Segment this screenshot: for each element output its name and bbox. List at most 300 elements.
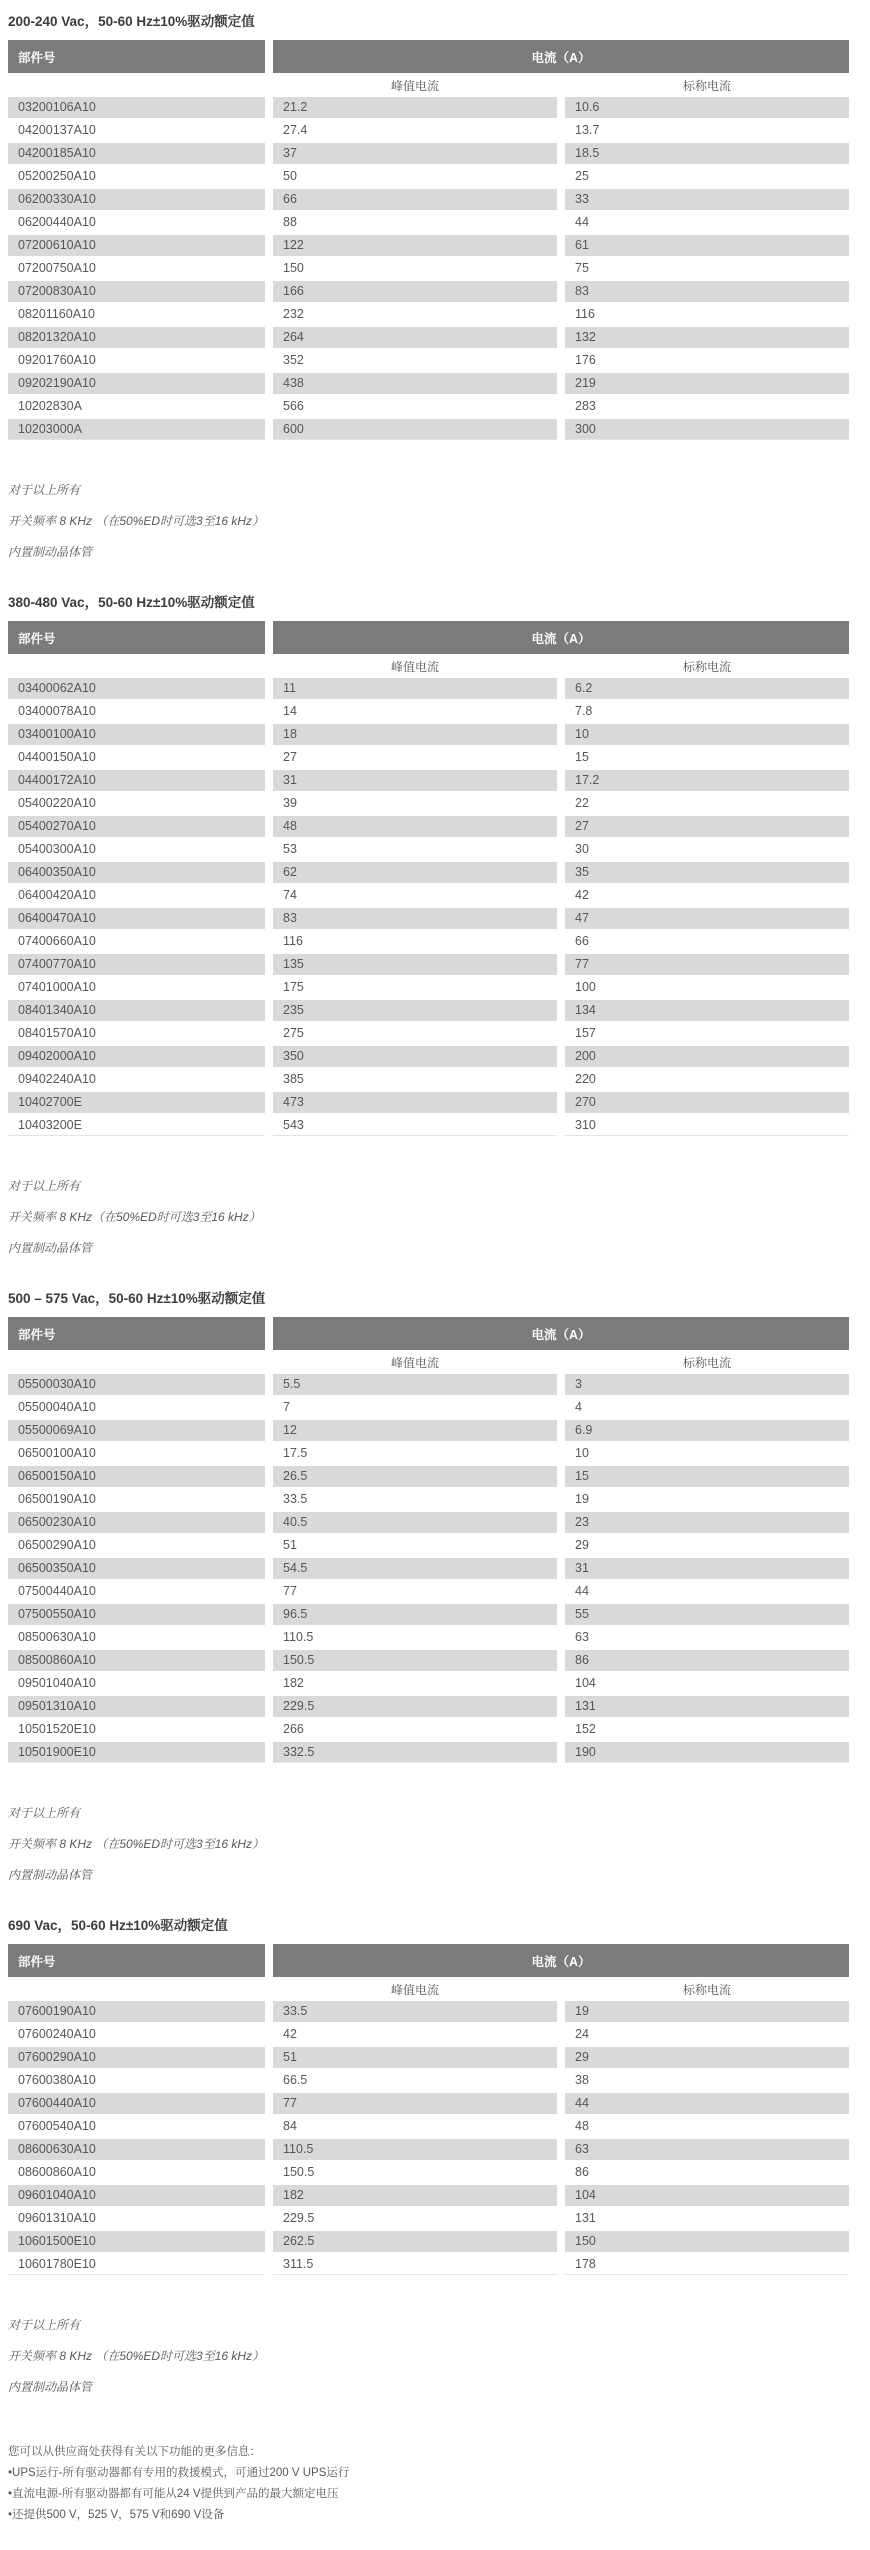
- footer-bullet-list: [8, 2463, 870, 2526]
- nominal-current-cell: 10: [565, 724, 849, 745]
- table-body: [8, 2001, 849, 2275]
- table-body: [8, 1374, 849, 1763]
- peak-current-cell: 77: [273, 2093, 557, 2114]
- table-row: [8, 212, 849, 233]
- part-number-cell: 08401570A10: [18, 1026, 96, 1040]
- part-number-cell: 08600630A10: [8, 2139, 265, 2160]
- part-number-cell: 08500860A10: [8, 1650, 265, 1671]
- section-notes: [8, 482, 870, 561]
- peak-current-cell: 33.5: [273, 2001, 557, 2022]
- table-row: [8, 2070, 849, 2091]
- column-header-part-number: 部件号: [8, 1317, 265, 1350]
- part-number-cell: 04400150A10: [18, 750, 96, 764]
- part-number-cell: 09501310A10: [8, 1696, 265, 1717]
- nominal-current-cell: 66: [575, 934, 589, 948]
- nominal-current-cell: 19: [575, 1492, 589, 1506]
- table-row: [8, 1000, 849, 1021]
- part-number-cell: 08401340A10: [8, 1000, 265, 1021]
- table-row: [8, 724, 849, 745]
- table-row: [8, 2047, 849, 2068]
- nominal-current-cell: 44: [565, 2093, 849, 2114]
- nominal-current-cell: 104: [575, 1676, 596, 1690]
- ratings-table: [8, 40, 849, 440]
- ratings-table: [8, 621, 849, 1136]
- table-row: [8, 373, 849, 394]
- table-row: [8, 143, 849, 164]
- part-number-cell: 09601040A10: [8, 2185, 265, 2206]
- table-row: [8, 2093, 849, 2114]
- part-number-cell: 09501040A10: [18, 1676, 96, 1690]
- part-number-cell: 07500550A10: [8, 1604, 265, 1625]
- table-row: [8, 977, 849, 998]
- nominal-current-cell: 310: [565, 1115, 849, 1136]
- part-number-cell: 09402000A10: [8, 1046, 265, 1067]
- column-header-part-number: 部件号: [8, 40, 265, 73]
- table-row: [8, 2001, 849, 2022]
- peak-current-cell: 264: [273, 327, 557, 348]
- table-row: [8, 1673, 849, 1694]
- part-number-cell: 04200185A10: [8, 143, 265, 164]
- table-row: [8, 1719, 849, 1740]
- table-row: [8, 2254, 849, 2275]
- nominal-current-cell: 24: [575, 2027, 589, 2041]
- peak-current-cell: 150.5: [283, 2165, 315, 2179]
- footer-intro: 您可以从供应商处获得有关以下功能的更多信息：: [8, 2446, 261, 2458]
- note-line: 对于以上所有: [8, 1179, 81, 1193]
- table-row: [8, 419, 849, 440]
- peak-current-cell: 51: [273, 2047, 557, 2068]
- table-row: [8, 1443, 849, 1464]
- footer-bullet: •直流电源-所有驱动器都有可能从24 V提供到产品的最大额定电压: [8, 2488, 339, 2500]
- part-number-cell: 06500100A10: [18, 1446, 96, 1460]
- peak-current-cell: 175: [283, 980, 304, 994]
- peak-current-cell: 53: [283, 842, 297, 856]
- section-title: 500 – 575 Vac，50-60 Hz±10%驱动额定值: [8, 1291, 266, 1306]
- part-number-cell: 07200610A10: [8, 235, 265, 256]
- nominal-current-cell: 7.8: [575, 704, 593, 718]
- table-row: [8, 1558, 849, 1579]
- table-row: [8, 885, 849, 906]
- note-line: 对于以上所有: [8, 2318, 81, 2332]
- nominal-current-cell: 190: [565, 1742, 849, 1763]
- part-number-cell: 07200750A10: [18, 261, 96, 275]
- part-number-cell: 06200330A10: [8, 189, 265, 210]
- nominal-current-cell: 29: [575, 1538, 589, 1552]
- table-subheader-row: [8, 1979, 849, 1999]
- table-row: [8, 1489, 849, 1510]
- part-number-cell: 06500230A10: [8, 1512, 265, 1533]
- table-header-row: [8, 621, 849, 654]
- part-number-cell: 08600860A10: [18, 2165, 96, 2179]
- table-row: [8, 1374, 849, 1395]
- part-number-cell: 08201160A10: [18, 307, 95, 321]
- nominal-current-cell: 3: [565, 1374, 849, 1395]
- table-row: [8, 2231, 849, 2252]
- nominal-current-cell: 131: [575, 2211, 596, 2225]
- table-row: [8, 1696, 849, 1717]
- footer-bullet: •还提供500 V，525 V，575 V和690 V设备: [8, 2509, 225, 2521]
- peak-current-cell: 27: [283, 750, 297, 764]
- column-header-current-group: 电流（A）: [273, 1317, 849, 1350]
- table-body: [8, 678, 849, 1136]
- table-row: [8, 1092, 849, 1113]
- peak-current-cell: 50: [283, 169, 297, 183]
- column-subheader-nominal-current: 标称电流: [682, 1355, 731, 1370]
- peak-current-cell: 66.5: [283, 2073, 308, 2087]
- column-header-current-group: 电流（A）: [273, 1944, 849, 1977]
- nominal-current-cell: 86: [575, 2165, 589, 2179]
- table-row: [8, 747, 849, 768]
- part-number-cell: 05400300A10: [18, 842, 96, 856]
- peak-current-cell: 266: [283, 1722, 304, 1736]
- table-row: [8, 816, 849, 837]
- peak-current-cell: 182: [273, 2185, 557, 2206]
- peak-current-cell: 150.5: [273, 1650, 557, 1671]
- nominal-current-cell: 219: [565, 373, 849, 394]
- peak-current-cell: 42: [283, 2027, 297, 2041]
- part-number-cell: 06400420A10: [18, 888, 96, 902]
- nominal-current-cell: 61: [565, 235, 849, 256]
- nominal-current-cell: 300: [565, 419, 849, 440]
- ratings-section: [8, 1914, 870, 2396]
- table-subheader-row: [8, 1352, 849, 1372]
- part-number-cell: 10203000A: [8, 419, 265, 440]
- nominal-current-cell: 47: [565, 908, 849, 929]
- nominal-current-cell: 23: [565, 1512, 849, 1533]
- table-row: [8, 701, 849, 722]
- nominal-current-cell: 10: [575, 1446, 589, 1460]
- column-header-current-group: 电流（A）: [273, 40, 849, 73]
- peak-current-cell: 235: [273, 1000, 557, 1021]
- nominal-current-cell: 152: [575, 1722, 596, 1736]
- peak-current-cell: 543: [273, 1115, 557, 1136]
- note-line: 内置制动晶体管: [8, 545, 93, 559]
- part-number-cell: 09202190A10: [8, 373, 265, 394]
- nominal-current-cell: 131: [565, 1696, 849, 1717]
- nominal-current-cell: 31: [565, 1558, 849, 1579]
- nominal-current-cell: 17.2: [565, 770, 849, 791]
- table-row: [8, 1069, 849, 1090]
- peak-current-cell: 48: [273, 816, 557, 837]
- peak-current-cell: 31: [273, 770, 557, 791]
- table-row: [8, 1650, 849, 1671]
- table-row: [8, 1512, 849, 1533]
- nominal-current-cell: 283: [575, 399, 596, 413]
- part-number-cell: 07401000A10: [18, 980, 96, 994]
- part-number-cell: 10403200E: [8, 1115, 265, 1136]
- part-number-cell: 07600190A10: [8, 2001, 265, 2022]
- nominal-current-cell: 104: [565, 2185, 849, 2206]
- ratings-section: [8, 10, 870, 561]
- table-row: [8, 931, 849, 952]
- section-title: 690 Vac，50-60 Hz±10%驱动额定值: [8, 1918, 228, 1933]
- part-number-cell: 09601310A10: [18, 2211, 96, 2225]
- peak-current-cell: 62: [273, 862, 557, 883]
- note-line: 内置制动晶体管: [8, 1868, 93, 1882]
- note-line: 开关频率 8 KHz （在50%ED时可选3至16 kHz）: [8, 1837, 265, 1851]
- part-number-cell: 05500030A10: [8, 1374, 265, 1395]
- peak-current-cell: 566: [283, 399, 304, 413]
- peak-current-cell: 5.5: [273, 1374, 557, 1395]
- nominal-current-cell: 35: [565, 862, 849, 883]
- part-number-cell: 07600290A10: [8, 2047, 265, 2068]
- peak-current-cell: 7: [283, 1400, 290, 1414]
- peak-current-cell: 21.2: [273, 97, 557, 118]
- part-number-cell: 10202830A: [18, 399, 82, 413]
- note-line: 开关频率 8 KHz（在50%ED时可选3至16 kHz）: [8, 1210, 261, 1224]
- table-body: [8, 97, 849, 440]
- nominal-current-cell: 4: [575, 1400, 582, 1414]
- nominal-current-cell: 18.5: [565, 143, 849, 164]
- part-number-cell: 10601500E10: [8, 2231, 265, 2252]
- table-row: [8, 1046, 849, 1067]
- peak-current-cell: 40.5: [273, 1512, 557, 1533]
- peak-current-cell: 116: [283, 934, 303, 948]
- part-number-cell: 07600440A10: [8, 2093, 265, 2114]
- part-number-cell: 10501900E10: [8, 1742, 265, 1763]
- part-number-cell: 05200250A10: [18, 169, 96, 183]
- table-row: [8, 396, 849, 417]
- table-subheader-row: [8, 656, 849, 676]
- table-row: [8, 258, 849, 279]
- column-subheader-nominal-current: 标称电流: [682, 659, 731, 674]
- table-row: [8, 2208, 849, 2229]
- part-number-cell: 03400100A10: [8, 724, 265, 745]
- nominal-current-cell: 134: [565, 1000, 849, 1021]
- table-row: [8, 954, 849, 975]
- nominal-current-cell: 44: [575, 215, 589, 229]
- table-row: [8, 189, 849, 210]
- part-number-cell: 06500290A10: [18, 1538, 96, 1552]
- table-header-row: [8, 1944, 849, 1977]
- peak-current-cell: 26.5: [273, 1466, 557, 1487]
- column-subheader-peak-current: 峰值电流: [390, 659, 439, 674]
- column-header-part-number: 部件号: [8, 621, 265, 654]
- part-number-cell: 04200137A10: [18, 123, 96, 137]
- ratings-section: [8, 1287, 870, 1884]
- part-number-cell: 10601780E10: [8, 2254, 265, 2275]
- table-row: [8, 1397, 849, 1418]
- table-row: [8, 2024, 849, 2045]
- nominal-current-cell: 38: [575, 2073, 589, 2087]
- table-row: [8, 2162, 849, 2183]
- table-row: [8, 235, 849, 256]
- nominal-current-cell: 44: [575, 1584, 589, 1598]
- table-row: [8, 2116, 849, 2137]
- peak-current-cell: 229.5: [273, 1696, 557, 1717]
- peak-current-cell: 18: [273, 724, 557, 745]
- nominal-current-cell: 75: [575, 261, 589, 275]
- peak-current-cell: 438: [273, 373, 557, 394]
- peak-current-cell: 33.5: [283, 1492, 308, 1506]
- table-row: [8, 120, 849, 141]
- peak-current-cell: 600: [273, 419, 557, 440]
- nominal-current-cell: 13.7: [575, 123, 600, 137]
- peak-current-cell: 350: [273, 1046, 557, 1067]
- nominal-current-cell: 83: [565, 281, 849, 302]
- table-row: [8, 1115, 849, 1136]
- part-number-cell: 07200830A10: [8, 281, 265, 302]
- nominal-current-cell: 6.2: [565, 678, 849, 699]
- table-row: [8, 166, 849, 187]
- peak-current-cell: 51: [283, 1538, 297, 1552]
- nominal-current-cell: 63: [565, 2139, 849, 2160]
- part-number-cell: 10501520E10: [18, 1722, 96, 1736]
- nominal-current-cell: 116: [575, 307, 595, 321]
- nominal-current-cell: 100: [575, 980, 596, 994]
- column-subheader-peak-current: 峰值电流: [390, 1982, 439, 1997]
- peak-current-cell: 12: [273, 1420, 557, 1441]
- part-number-cell: 05400270A10: [8, 816, 265, 837]
- peak-current-cell: 37: [273, 143, 557, 164]
- note-line: 开关频率 8 KHz （在50%ED时可选3至16 kHz）: [8, 2349, 265, 2363]
- part-number-cell: 03400078A10: [18, 704, 96, 718]
- table-row: [8, 2185, 849, 2206]
- part-number-cell: 06400470A10: [8, 908, 265, 929]
- part-number-cell: 03200106A10: [8, 97, 265, 118]
- nominal-current-cell: 55: [565, 1604, 849, 1625]
- nominal-current-cell: 86: [565, 1650, 849, 1671]
- section-notes: [8, 2317, 870, 2396]
- part-number-cell: 07600380A10: [18, 2073, 96, 2087]
- peak-current-cell: 27.4: [283, 123, 308, 137]
- nominal-current-cell: 270: [565, 1092, 849, 1113]
- table-row: [8, 1023, 849, 1044]
- table-row: [8, 678, 849, 699]
- part-number-cell: 07400660A10: [18, 934, 96, 948]
- nominal-current-cell: 33: [565, 189, 849, 210]
- table-subheader-row: [8, 75, 849, 95]
- part-number-cell: 07600540A10: [18, 2119, 96, 2133]
- section-title: 200-240 Vac，50-60 Hz±10%驱动额定值: [8, 14, 255, 29]
- nominal-current-cell: 200: [565, 1046, 849, 1067]
- nominal-current-cell: 63: [575, 1630, 589, 1644]
- nominal-current-cell: 25: [575, 169, 589, 183]
- ratings-section: [8, 591, 870, 1257]
- table-row: [8, 304, 849, 325]
- part-number-cell: 07500440A10: [18, 1584, 96, 1598]
- column-header-current-group: 电流（A）: [273, 621, 849, 654]
- table-row: [8, 1535, 849, 1556]
- part-number-cell: 08500630A10: [18, 1630, 96, 1644]
- peak-current-cell: 77: [283, 1584, 297, 1598]
- part-number-cell: 04400172A10: [8, 770, 265, 791]
- nominal-current-cell: 22: [575, 796, 589, 810]
- part-number-cell: 06500150A10: [8, 1466, 265, 1487]
- note-line: 对于以上所有: [8, 483, 81, 497]
- nominal-current-cell: 157: [575, 1026, 596, 1040]
- table-row: [8, 97, 849, 118]
- section-notes: [8, 1805, 870, 1884]
- peak-current-cell: 332.5: [273, 1742, 557, 1763]
- peak-current-cell: 150: [283, 261, 304, 275]
- table-header-row: [8, 1317, 849, 1350]
- nominal-current-cell: 178: [565, 2254, 849, 2275]
- peak-current-cell: 110.5: [273, 2139, 557, 2160]
- peak-current-cell: 11: [273, 678, 557, 699]
- peak-current-cell: 83: [273, 908, 557, 929]
- nominal-current-cell: 132: [565, 327, 849, 348]
- nominal-current-cell: 176: [575, 353, 596, 367]
- peak-current-cell: 182: [283, 1676, 304, 1690]
- note-line: 对于以上所有: [8, 1806, 81, 1820]
- peak-current-cell: 39: [283, 796, 297, 810]
- part-number-cell: 06400350A10: [8, 862, 265, 883]
- part-number-cell: 05500040A10: [18, 1400, 96, 1414]
- table-row: [8, 862, 849, 883]
- peak-current-cell: 135: [273, 954, 557, 975]
- table-row: [8, 1627, 849, 1648]
- nominal-current-cell: 10.6: [565, 97, 849, 118]
- table-row: [8, 281, 849, 302]
- ratings-table: [8, 1944, 849, 2275]
- part-number-cell: 07600240A10: [18, 2027, 96, 2041]
- table-row: [8, 1742, 849, 1763]
- peak-current-cell: 54.5: [273, 1558, 557, 1579]
- nominal-current-cell: 77: [565, 954, 849, 975]
- column-header-part-number: 部件号: [8, 1944, 265, 1977]
- table-row: [8, 350, 849, 371]
- peak-current-cell: 473: [273, 1092, 557, 1113]
- nominal-current-cell: 42: [575, 888, 589, 902]
- nominal-current-cell: 15: [575, 750, 589, 764]
- peak-current-cell: 262.5: [273, 2231, 557, 2252]
- peak-current-cell: 122: [273, 235, 557, 256]
- table-row: [8, 1581, 849, 1602]
- column-subheader-nominal-current: 标称电流: [682, 78, 731, 93]
- peak-current-cell: 84: [283, 2119, 297, 2133]
- table-row: [8, 1466, 849, 1487]
- nominal-current-cell: 48: [575, 2119, 589, 2133]
- table-row: [8, 839, 849, 860]
- nominal-current-cell: 30: [575, 842, 589, 856]
- note-line: 内置制动晶体管: [8, 1241, 93, 1255]
- nominal-current-cell: 19: [565, 2001, 849, 2022]
- column-subheader-peak-current: 峰值电流: [390, 78, 439, 93]
- table-header-row: [8, 40, 849, 73]
- part-number-cell: 09402240A10: [18, 1072, 96, 1086]
- column-subheader-nominal-current: 标称电流: [682, 1982, 731, 1997]
- footer-info: [8, 2442, 870, 2526]
- nominal-current-cell: 27: [565, 816, 849, 837]
- part-number-cell: 05500069A10: [8, 1420, 265, 1441]
- part-number-cell: 06500350A10: [8, 1558, 265, 1579]
- peak-current-cell: 311.5: [273, 2254, 557, 2275]
- table-row: [8, 793, 849, 814]
- part-number-cell: 08201320A10: [8, 327, 265, 348]
- table-row: [8, 908, 849, 929]
- section-notes: [8, 1178, 870, 1257]
- peak-current-cell: 17.5: [283, 1446, 308, 1460]
- part-number-cell: 10402700E: [8, 1092, 265, 1113]
- nominal-current-cell: 15: [565, 1466, 849, 1487]
- note-line: 开关频率 8 KHz （在50%ED时可选3至16 kHz）: [8, 514, 265, 528]
- table-row: [8, 770, 849, 791]
- column-subheader-peak-current: 峰值电流: [390, 1355, 439, 1370]
- peak-current-cell: 110.5: [283, 1630, 314, 1644]
- part-number-cell: 05400220A10: [18, 796, 96, 810]
- peak-current-cell: 96.5: [273, 1604, 557, 1625]
- part-number-cell: 03400062A10: [8, 678, 265, 699]
- part-number-cell: 09201760A10: [18, 353, 96, 367]
- peak-current-cell: 275: [283, 1026, 304, 1040]
- peak-current-cell: 74: [283, 888, 297, 902]
- table-row: [8, 1420, 849, 1441]
- footer-bullet: •UPS运行-所有驱动器都有专用的救援模式，可通过200 V UPS运行: [8, 2467, 350, 2479]
- part-number-cell: 07400770A10: [8, 954, 265, 975]
- nominal-current-cell: 150: [565, 2231, 849, 2252]
- peak-current-cell: 166: [273, 281, 557, 302]
